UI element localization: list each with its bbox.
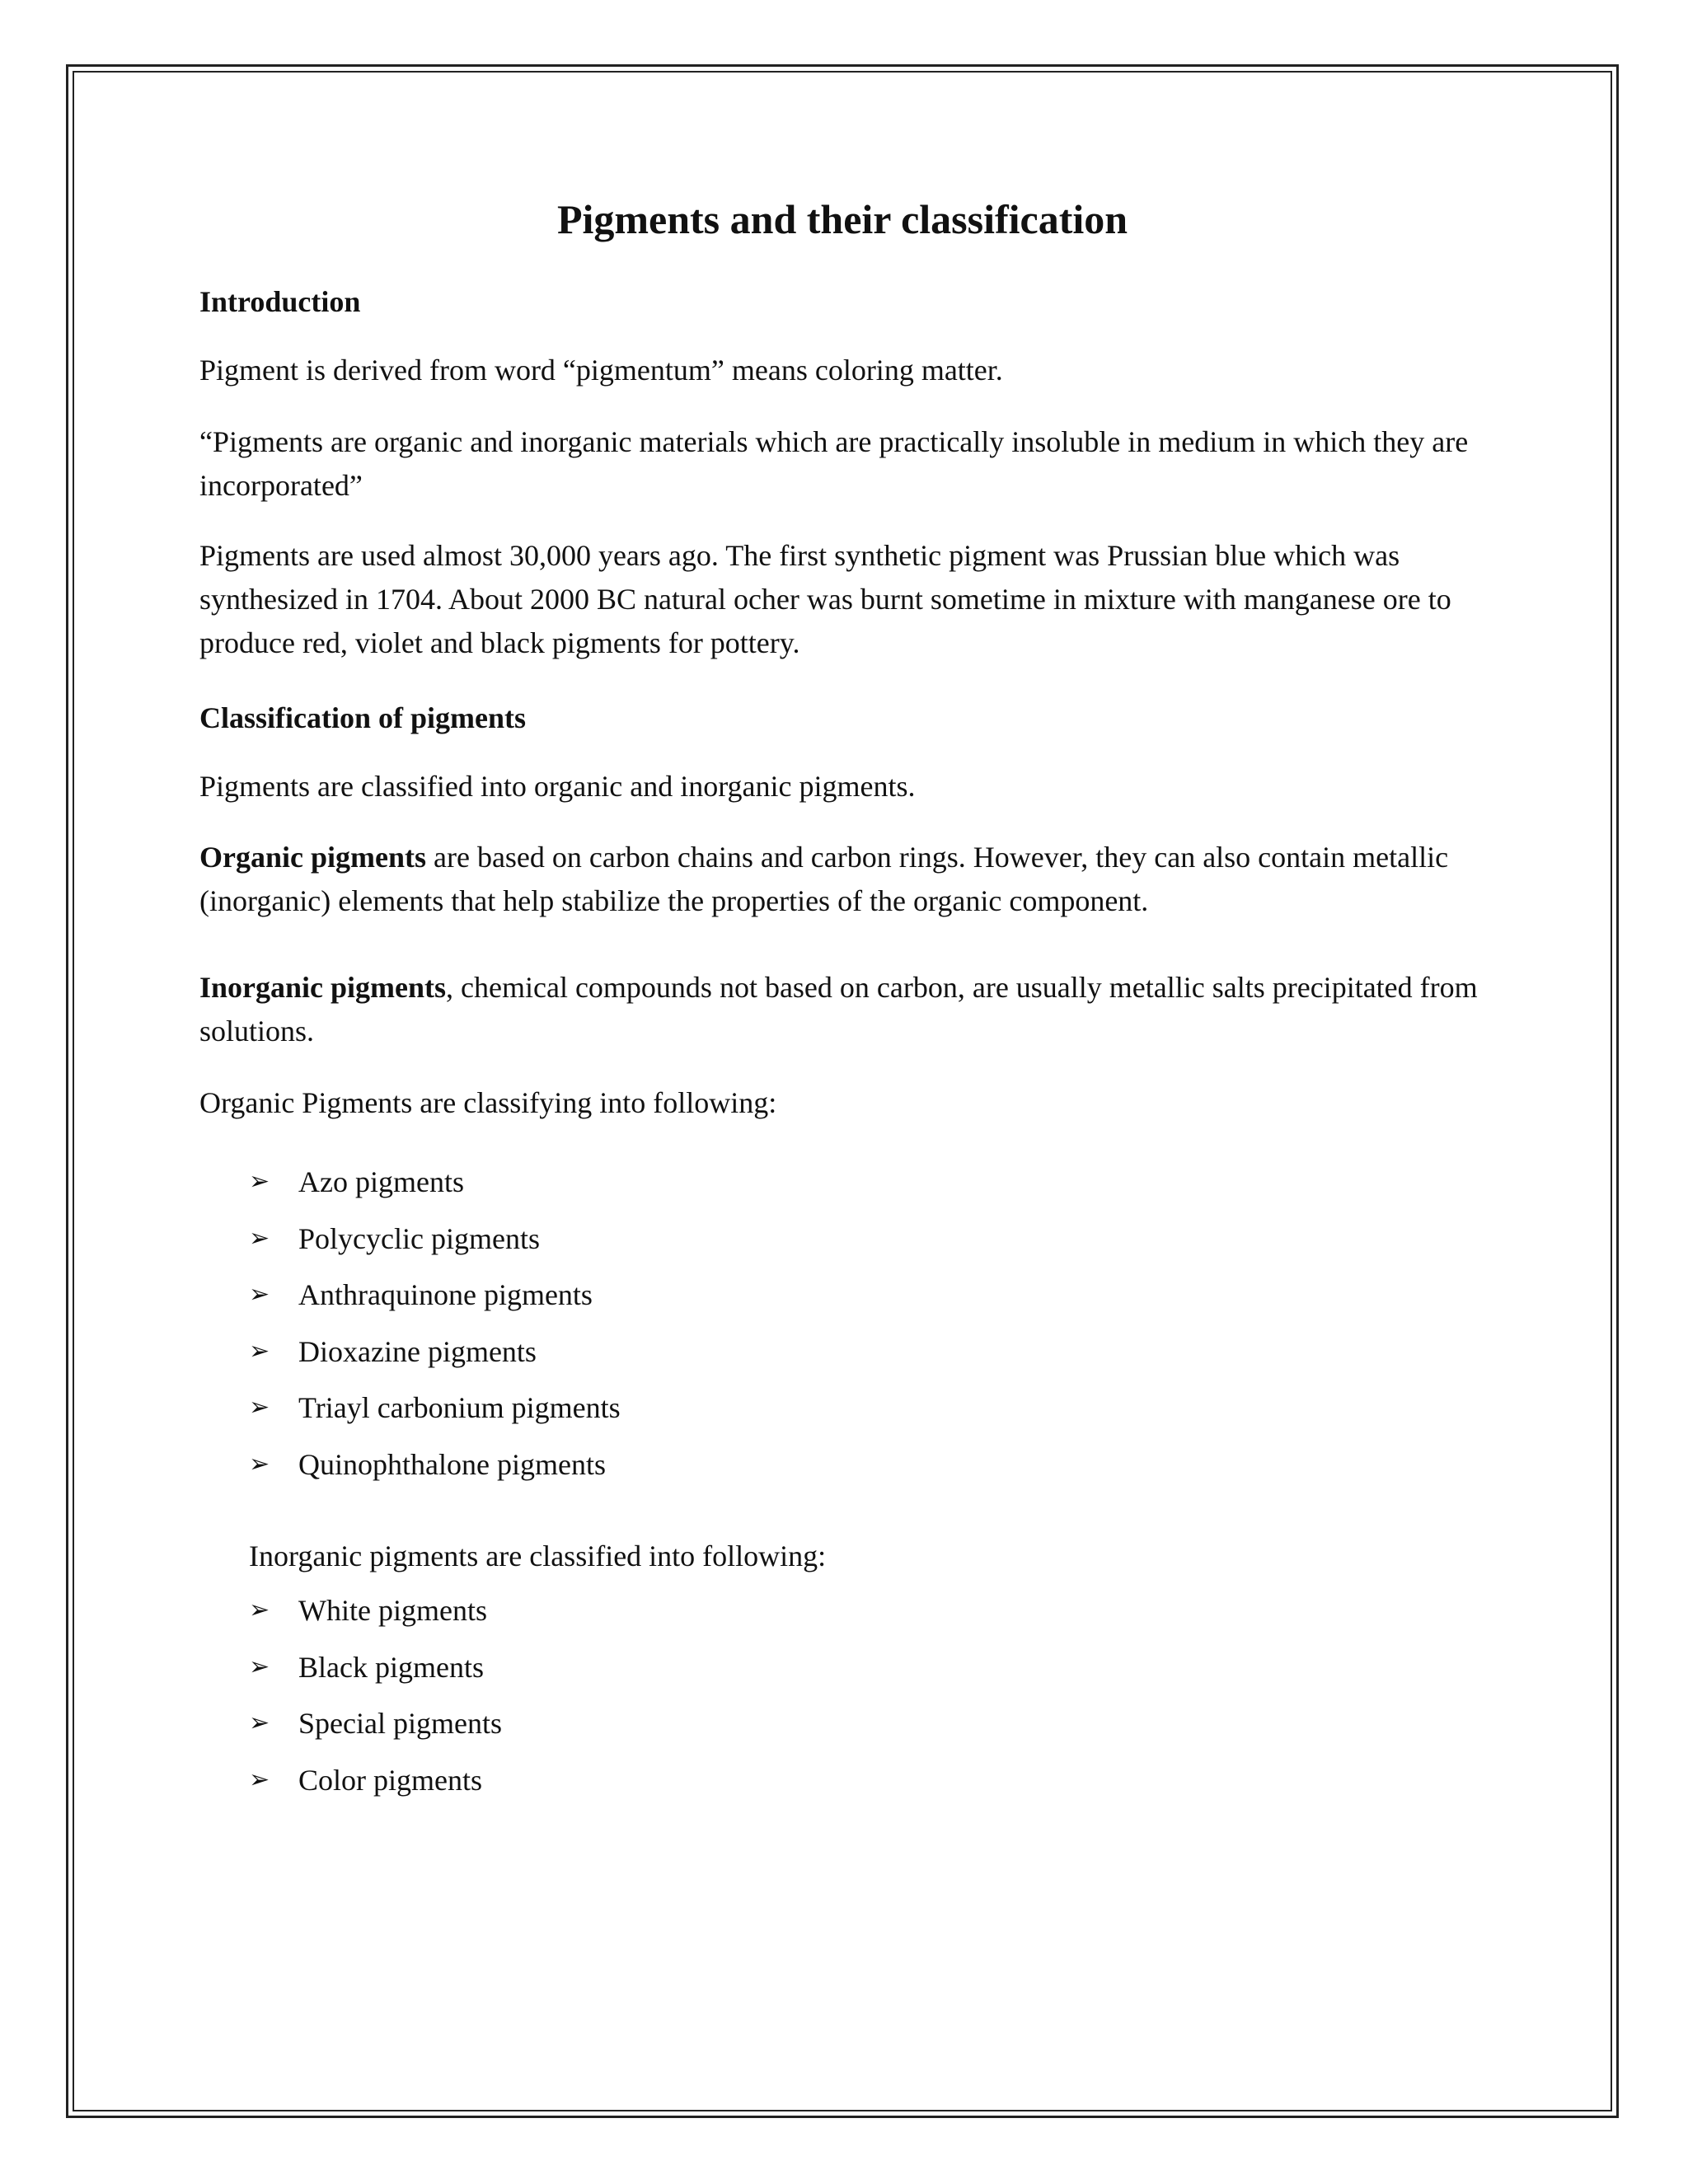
intro-paragraph-3: Pigments are used almost 30,000 years ago. The first synthetic pigment was Prussian blue which was synthesized in 1704. About 2000 BC natural ocher was burnt sometime in mixture with manganese ore to produce red, violet and black pigments for pottery. (199, 539, 1451, 659)
arrow-bullet-icon: ➢ (249, 1336, 270, 1366)
list-item (249, 1592, 502, 1649)
arrow-bullet-icon: ➢ (249, 1449, 270, 1479)
organic-pigments-term: Organic pigments (199, 841, 426, 874)
arrow-bullet-icon: ➢ (249, 1223, 270, 1253)
list-item-label: Azo pigments (298, 1165, 464, 1198)
inorganic-pigments-paragraph (199, 966, 1485, 1053)
list-item-label: White pigments (298, 1594, 487, 1627)
list-item-label: Color pigments (298, 1763, 482, 1797)
list-item-label: Triayl carbonium pigments (298, 1391, 621, 1424)
list-item-label: Black pigments (298, 1650, 484, 1684)
list-item (249, 1762, 502, 1819)
inorganic-pigments-text: , chemical compounds not based on carbon, are usually metallic salts precipitated from solutions. (199, 971, 1478, 1047)
classification-heading: Classification of pigments (199, 701, 526, 734)
list-item (249, 1649, 502, 1706)
classification-paragraph: Pigments are classified into organic and inorganic pigments. (199, 770, 916, 803)
list-item-label: Dioxazine pigments (298, 1334, 537, 1368)
list-item (249, 1446, 621, 1503)
list-item-label: Anthraquinone pigments (298, 1278, 593, 1311)
list-item (249, 1277, 621, 1333)
list-item (249, 1390, 621, 1446)
inorganic-list-intro: Inorganic pigments are classified into following: (249, 1540, 827, 1572)
list-item (249, 1164, 621, 1221)
arrow-bullet-icon: ➢ (249, 1652, 270, 1681)
page-title: Pigments and their classification (556, 196, 1128, 242)
intro-paragraph-2: “Pigments are organic and inorganic materials which are practically insoluble in medium in which they are incorporated” (199, 425, 1469, 502)
list-item (249, 1221, 621, 1277)
list-item (249, 1705, 502, 1762)
list-item-label: Quinophthalone pigments (298, 1447, 606, 1481)
list-item-label: Polycyclic pigments (298, 1221, 540, 1255)
arrow-bullet-icon: ➢ (249, 1280, 270, 1309)
organic-pigments-text: are based on carbon chains and carbon rings. However, they can also contain metallic (inorganic) elements that help stabilize the properties of the organic component. (199, 841, 1449, 917)
inorganic-pigments-list (249, 1592, 502, 1818)
organic-pigments-list (249, 1164, 621, 1502)
arrow-bullet-icon: ➢ (249, 1596, 270, 1624)
intro-heading: Introduction (199, 285, 361, 318)
arrow-bullet-icon: ➢ (249, 1167, 270, 1196)
organic-pigments-paragraph (199, 836, 1485, 923)
intro-paragraph-1: Pigment is derived from word “pigmentum” means coloring matter. (199, 354, 1003, 387)
inorganic-pigments-term: Inorganic pigments (199, 971, 447, 1004)
list-item-label: Special pigments (298, 1707, 502, 1740)
arrow-bullet-icon: ➢ (249, 1708, 270, 1737)
organic-list-intro: Organic Pigments are classifying into following: (199, 1086, 777, 1119)
list-item (249, 1333, 621, 1390)
arrow-bullet-icon: ➢ (249, 1765, 270, 1794)
arrow-bullet-icon: ➢ (249, 1393, 270, 1422)
